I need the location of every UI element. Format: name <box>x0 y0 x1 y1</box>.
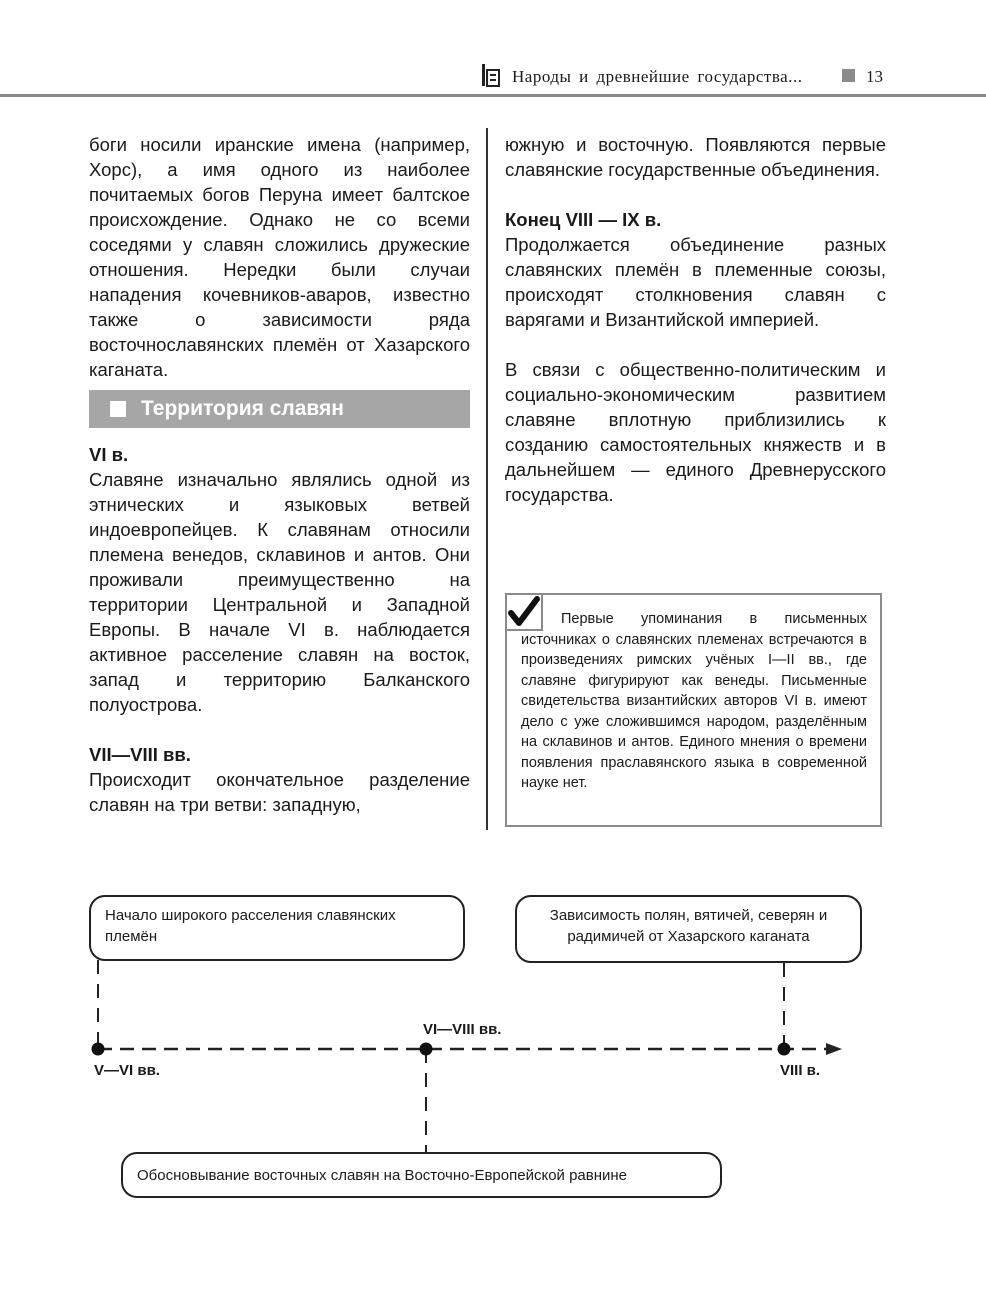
conclusion-paragraph: В связи с общественно-политическим и социально-экономическим развитием славяне вплотную приблизились к созданию самостоятельных княжеств и в дальнейшем — единого Древнерусского государства. <box>505 359 886 505</box>
timeline-point-1 <box>92 1043 105 1056</box>
block1-text: Славяне изначально являлись одной из этнических и языковых ветвей индоевропейцев. К славянам относили племена венедов, склавинов и антов. Они проживали преимущественно на территории Центральной и Западной Европы. В начале VI в. наблюдается активное расселение славян на восток, запад и территорию Балканского полуострова. <box>89 469 470 715</box>
event-bubble-1: Начало широкого расселения славянских племён <box>89 895 465 961</box>
block2-heading: VII—VIII вв. <box>89 744 191 765</box>
header-title: Народы и древнейшие государства... <box>512 67 803 86</box>
continuation-paragraph: южную и восточную. Появляются первые славянские государственные объединения. <box>505 134 886 180</box>
timeline-point-2 <box>420 1043 433 1056</box>
event-bubble-3: Зависимость полян, вятичей, северян и радимичей от Хазарского каганата <box>515 895 862 963</box>
section-title: Территория славян <box>141 397 344 420</box>
timeline-point-3 <box>778 1043 791 1056</box>
intro-paragraph: боги носили иранские имена (например, Хорс), а имя одного из наиболее почитаемых богов Перуна имеет балтское происхождение. Однако не со всеми соседями у славян сложились дружеские отношения. Нередки были случаи нападения кочевников-аваров, известно также о зависимости ряда восточнославянских племён от Хазарского каганата. <box>89 134 470 380</box>
note-text: Первые упоминания в письменных источниках о славянских племенах встречаются в произведениях римских учёных I—II вв., где славяне фигурируют как венеды. Письменные свидетельства византийских авторов VI в. имеют дело с уже сложившимся народом, разделённым на склавинов и антов. Единого мнения о времени появления праславянского языка в современной науке нет. <box>521 611 867 791</box>
event-bubble-2: Обосновывание восточных славян на Восточно-Европейской равнине <box>121 1152 722 1198</box>
block1-heading: VI в. <box>89 444 129 465</box>
page-number: 13 <box>866 67 883 86</box>
timeline-label-2: VI—VIII вв. <box>423 1021 502 1038</box>
timeline-label-1: V—VI вв. <box>94 1062 160 1079</box>
timeline-label-3: VIII в. <box>780 1062 821 1079</box>
block3-heading: Конец VIII — IX в. <box>505 209 662 230</box>
block2-text: Происходит окончательное разделение славян на три ветви: западную, <box>89 769 470 815</box>
timeline-arrow-icon <box>826 1043 842 1055</box>
block3-text: Продолжается объединение разных славянских племён в племенные союзы, происходят столкновения славян с варягами и Византийской империей. <box>505 234 886 330</box>
